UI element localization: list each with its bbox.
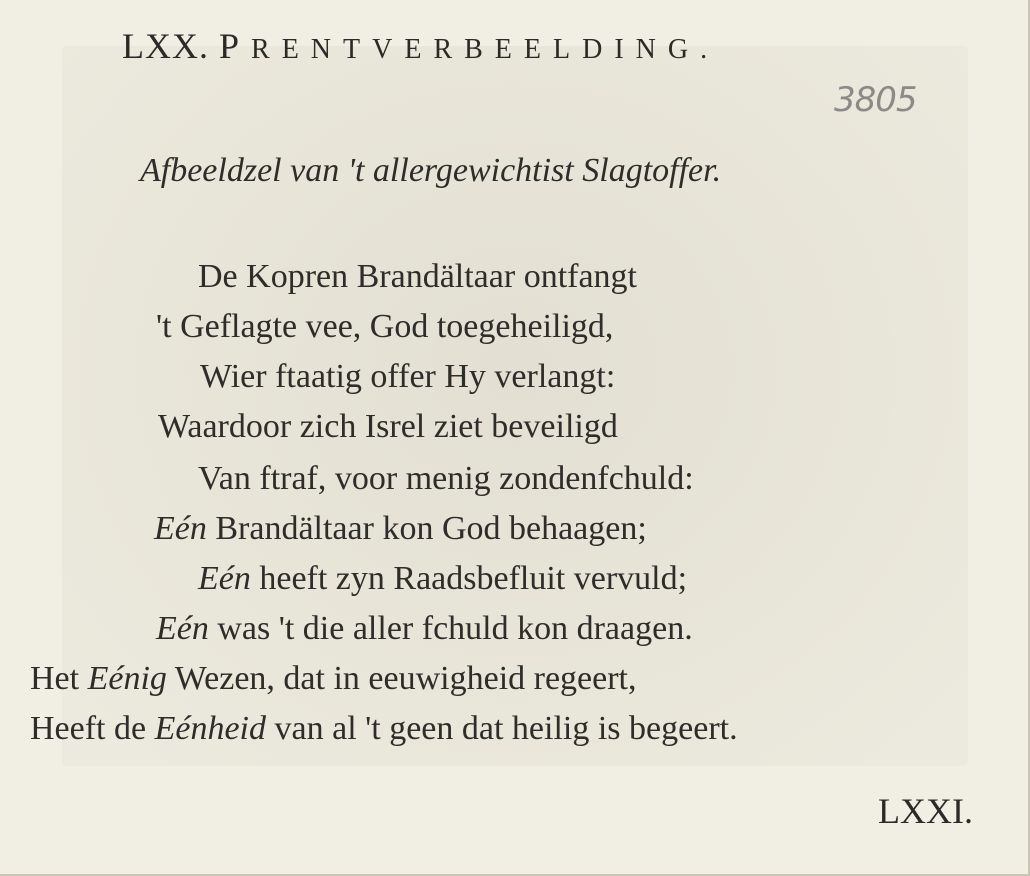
catchword: LXXI. <box>878 791 973 831</box>
verse-line-1: De Kopren Brandältaar ontfangt <box>198 258 637 295</box>
verse-line-3: Wier ftaatig offer Hy verlangt: <box>200 358 616 395</box>
subtitle: Afbeeldzel van 't allergewichtist Slagtoffer. <box>140 152 722 189</box>
verse-line-6: Eén Brandältaar kon God behaagen; <box>154 510 647 547</box>
verse-line-5: Van ftraf, voor menig zondenfchuld: <box>198 460 694 497</box>
verse-line-2: 't Geflagte vee, God toegeheiligd, <box>156 308 614 345</box>
couplet-line-2: Heeft de Eénheid van al 't geen dat heilig is begeert. <box>30 710 738 747</box>
heading-number: LXX. <box>122 26 209 66</box>
verse-line-8: Eén was 't die aller fchuld kon draagen. <box>156 610 693 647</box>
page-heading <box>122 25 719 67</box>
heading-title: PRENTVERBEELDING. <box>219 26 720 66</box>
inventory-number: 3805 <box>834 80 917 120</box>
couplet-line-1: Het Eénig Wezen, dat in eeuwigheid regeert, <box>30 660 637 697</box>
verse-line-4: Waardoor zich Isrel ziet beveiligd <box>158 408 618 445</box>
verse-line-7: Eén heeft zyn Raadsbefluit vervuld; <box>198 560 688 597</box>
